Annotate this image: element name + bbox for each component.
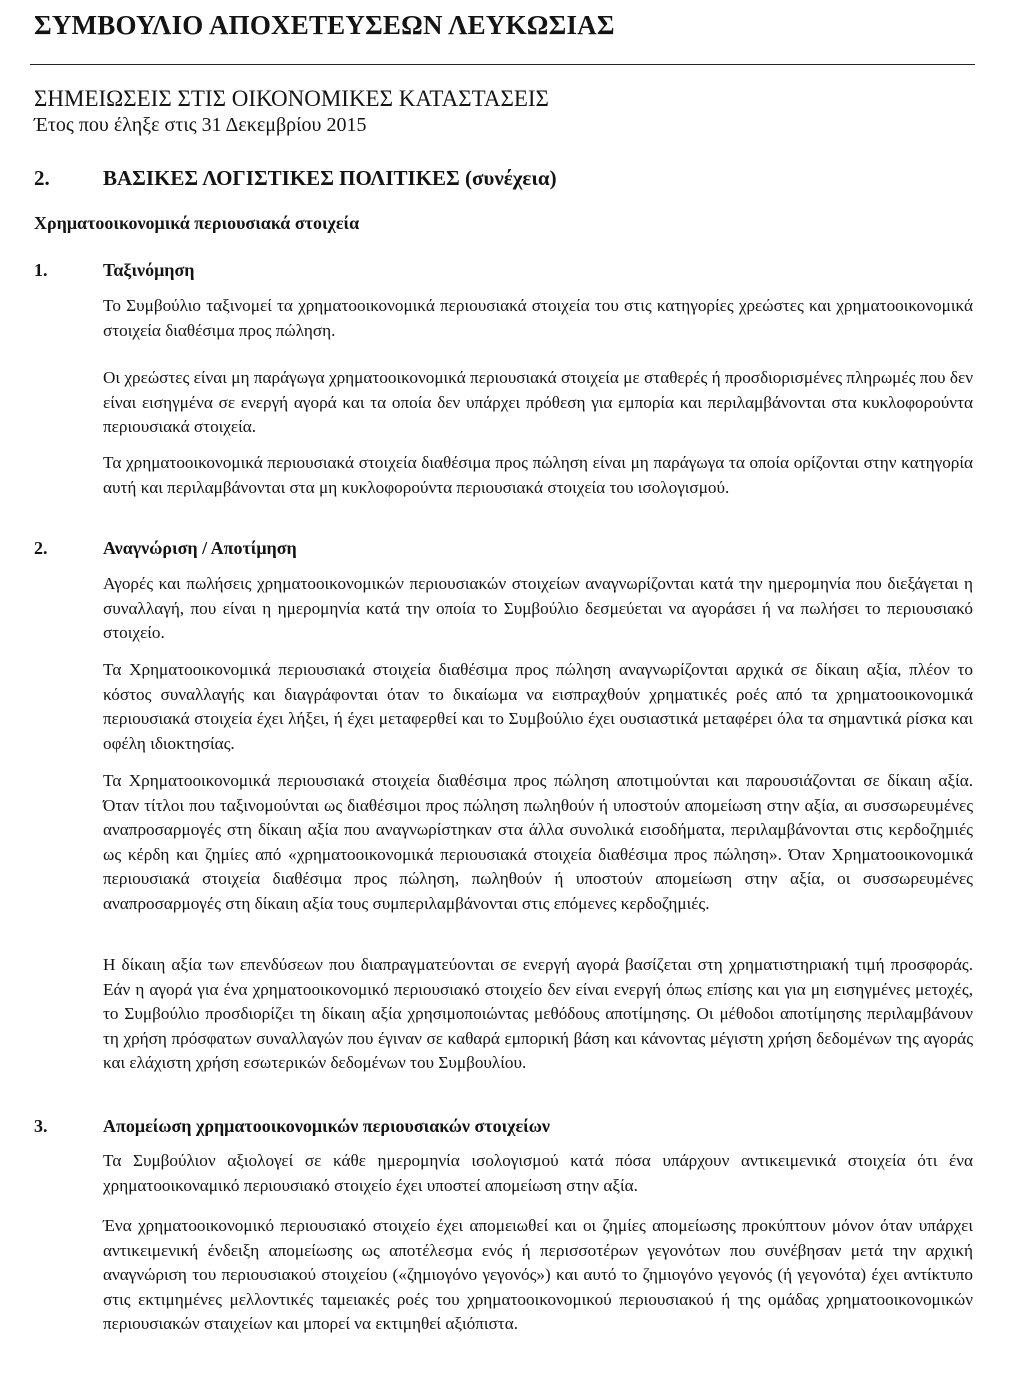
topic-heading: Χρηματοοικονομικά περιουσιακά στοιχεία xyxy=(34,213,360,233)
subsection-number: 2. xyxy=(34,538,48,558)
subsection-number: 1. xyxy=(34,260,48,280)
paragraph: Αγορές και πωλήσεις χρηματοοικονομικών περιουσιακών στοιχείων αναγνωρίζονται κατά την ημερομηνία που διεξάγεται η συναλλαγή, που είναι η ημερομηνία κατά την οποία το Συμβούλιο δεσμεύεται να αγοράσει ή να πωλήσει το περιουσιακό στοιχείο. xyxy=(103,574,973,642)
paragraph: Τα Συμβούλιον αξιολογεί σε κάθε ημερομηνία ισολογισμού κατά πόσα υπάρχουν αντικειμενικά στοιχεία ότι ένα χρηματοοικοναμικό περιουσιακό στοιχείο έχει υποστεί απομείωση στην αξία. xyxy=(103,1151,973,1195)
reporting-period: Έτος που έληξε στις 31 Δεκεμβρίου 2015 xyxy=(34,114,367,136)
document-title: ΣΗΜΕΙΩΣΕΙΣ ΣΤΙΣ ΟΙΚΟΝΟΜΙΚΕΣ ΚΑΤΑΣΤΑΣΕΙΣ xyxy=(34,86,549,111)
header-divider xyxy=(30,64,975,65)
subsection-title-classification: Ταξινόμηση xyxy=(103,260,195,280)
paragraph: Οι χρεώστες είναι μη παράγωγα χρηματοοικονομικά περιουσιακά στοιχεία με σταθερές ή προσδιορισμένες πληρωμές που δεν είναι εισηγμένα σε ενεργή αγορά και τα οποία δεν υπάρχει πρόθεση για εμπορία και περιλαμβάνονται στα κυκλοφορούντα περιουσιακά στοιχεία. xyxy=(103,368,973,436)
paragraph: Τα Χρηματοοικονομικά περιουσιακά στοιχεία διαθέσιμα προς πώληση αποτιμούνται και παρουσιάζονται σε δίκαιη αξία. Όταν τίτλοι που ταξινομούνται ως διαθέσιμοι προς πώληση πωληθούν ή υποστούν απομείωση στην αξία, αι συσσωρευμένες αναπροσαρμογές στη δίκαιη αξία που αναγνωρίστηκαν στα άλλα συνολικά εισοδήματα, περιλαμβάνονται στις κερδοζημιές ως κέρδη και ζημίες από «χρηματοοικονομικά περιουσιακά στοιχεία διαθέσιμα προς πώληση». Όταν Χρηματοοικονομικά περιουσιακά στοιχεία διαθέσιμα προς πώληση, πωληθούν ή υποστούν απομείωση στην αξία, οι συσσωρευμένες αναπροσαρμογές στη δίκαιη αξία τους συμπεριλαμβάνονται στις επόμενες κερδοζημιές. xyxy=(103,771,973,913)
paragraph: Ένα χρηματοοικονομικό περιουσιακό στοιχείο έχει απομειωθεί και οι ζημίες απομείωσης προκύπτουν μόνον όταν υπάρχει αντικειμενική ένδειξη απομείωσης ως αποτέλεσμα ενός ή περισσοτέρων γεγονότων που συνέβησαν μετά την αρχική αναγνώριση του περιουσιακού στοιχείου («ζημιογόνο γεγονός») και αυτό το ζημιογόνο γεγονός (ή γεγονότα) έχει αντίκτυπο στις εκτιμημένες μελλοντικές ταμειακές ροές του χρηματοοικονομικού περιουσιακού ή της ομάδας χρηματοοικονομικών περιουσιακών σταιχείων και μπορεί να εκτιμηθεί αξιόπιστα. xyxy=(103,1216,973,1333)
section-title: ΒΑΣΙΚΕΣ ΛΟΓΙΣΤΙΚΕΣ ΠΟΛΙΤΙΚΕΣ (συνέχεια) xyxy=(103,166,557,190)
organization-title: ΣΥΜΒΟΥΛΙΟ ΑΠΟΧΕΤΕΥΣΕΩΝ ΛΕΥΚΩΣΙΑΣ xyxy=(34,10,615,40)
subsection-title-recognition: Αναγνώριση / Αποτίμηση xyxy=(103,538,297,558)
subsection-number: 3. xyxy=(34,1116,48,1136)
paragraph: Τα χρηματοοικονομικά περιουσιακά στοιχεία διαθέσιμα προς πώληση είναι μη παράγωγα τα οποία ορίζονται στην κατηγορία αυτή και περιλαμβάνονται στα μη κυκλοφορούντα περιουσιακά στοιχεία του ισολογισμού. xyxy=(103,453,973,497)
paragraph: Το Συμβούλιο ταξινομεί τα χρηματοοικονομικά περιουσιακά στοιχεία του στις κατηγορίες χρεώστες και χρηματοοικονομικά στοιχεία διαθέσιμα προς πώληση. xyxy=(103,296,973,340)
subsection-title-impairment: Απομείωση χρηματοοικονομικών περιουσιακών στοιχείων xyxy=(103,1116,550,1136)
paragraph: Η δίκαιη αξία των επενδύσεων που διαπραγματεύονται σε ενεργή αγορά βασίζεται στη χρηματιστηριακή τιμή προσφοράς. Εάν η αγορά για ένα χρηματοοικονομικό περιουσιακό στοιχείο δεν είναι ενεργή όπως επίσης και για μη εισηγμένες μετοχές, το Συμβούλιο προσδιορίζει τη δίκαιη αξία χρησιμοποιώντας μεθόδους αποτίμησης. Οι μέθοδοι αποτίμησης περιλαμβάνουν τη χρήση πρόσφατων συναλλαγών που έγιναν σε καθαρά εμπορική βάση και κάνοντας μέγιστη χρήση δεδομένων της αγοράς και ελάχιστη χρήση εσωτερικών δεδομένων του Συμβουλίου. xyxy=(103,955,973,1072)
section-number: 2. xyxy=(34,166,50,190)
paragraph: Τα Χρηματοοικονομικά περιουσιακά στοιχεία διαθέσιμα προς πώληση αναγνωρίζονται αρχικά σε δίκαιη αξία, πλέον το κόστος συναλλαγής και διαγράφονται όταν το δικαίωμα να εισπραχθούν χρηματικές ροές από τα χρηματοοικονομικά περιουσιακά στοιχεία έχει λήξει, ή έχει μεταφερθεί και το Συμβούλιο έχει ουσιαστικά μεταφέρει όλα τα σημαντικά ρίσκα και οφέλη ιδιοκτησίας. xyxy=(103,660,973,753)
